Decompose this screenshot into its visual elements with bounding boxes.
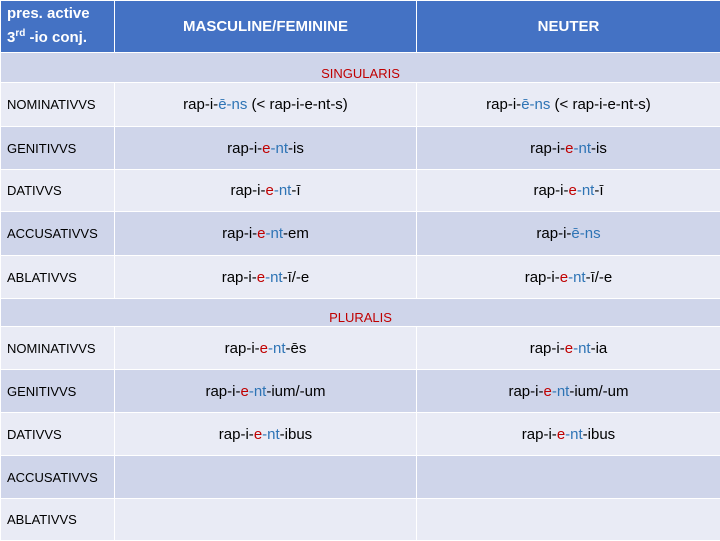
form-part-pre: rap-i- — [486, 96, 521, 113]
case-label: ABLATIVVS — [1, 499, 115, 541]
form-part-end: -nt — [249, 383, 267, 400]
plural-rows — [1, 327, 720, 541]
form-part-post: -ī/-e — [586, 269, 613, 286]
form-part-stem: e — [565, 340, 573, 357]
form-part-end: ē-ns — [218, 96, 247, 113]
form-part-post: -ibus — [583, 426, 616, 443]
form-part-pre: rap-i- — [183, 96, 218, 113]
form-part-end: -nt — [265, 269, 283, 286]
table-title — [1, 1, 115, 53]
form-masc-fem — [115, 456, 417, 499]
form-part-post: -is — [591, 140, 607, 157]
form-part-post: -ī/-e — [283, 269, 310, 286]
form-part-post: -ēs — [286, 340, 307, 357]
form-neuter — [417, 370, 720, 413]
form-neuter — [417, 499, 720, 541]
form-masc-fem — [115, 413, 417, 456]
case-label: NOMINATIVVS — [1, 83, 115, 127]
form-part-post: -is — [288, 140, 304, 157]
title-ordinal: rd — [15, 28, 25, 39]
title-suffix: -io conj. — [25, 29, 87, 46]
form-masc-fem — [115, 327, 417, 370]
case-label: DATIVVS — [1, 170, 115, 212]
table-row — [1, 127, 720, 170]
case-label: GENITIVVS — [1, 370, 115, 413]
form-masc-fem — [115, 83, 417, 127]
form-part-end: -nt — [268, 340, 286, 357]
form-part-end: -nt — [552, 383, 570, 400]
form-part-pre: rap-i- — [530, 140, 565, 157]
form-part-post: -ium/-um — [266, 383, 325, 400]
form-part-end: -nt — [266, 225, 284, 242]
form-part-pre: rap-i- — [530, 340, 565, 357]
form-part-post: -ī — [594, 182, 603, 199]
form-part-end: -nt — [271, 140, 289, 157]
form-part-post: (< rap-i-e-nt-s) — [247, 96, 347, 113]
title-line-2 — [7, 24, 114, 48]
table-row — [1, 327, 720, 370]
form-part-stem: e — [254, 426, 262, 443]
singular-section-row — [1, 53, 720, 83]
form-neuter — [417, 413, 720, 456]
form-part-post: -ia — [591, 340, 608, 357]
form-part-pre: rap-i- — [508, 383, 543, 400]
table-row — [1, 83, 720, 127]
table-row — [1, 456, 720, 499]
table-row — [1, 212, 720, 256]
form-neuter — [417, 170, 720, 212]
form-part-pre: rap-i- — [222, 269, 257, 286]
form-part-end: -nt — [577, 182, 595, 199]
form-part-stem: e — [262, 140, 270, 157]
form-masc-fem — [115, 212, 417, 256]
form-part-end: -nt — [274, 182, 292, 199]
form-part-pre: rap-i- — [525, 269, 560, 286]
form-neuter — [417, 83, 720, 127]
form-part-post: -ī — [291, 182, 300, 199]
form-part-end: -nt — [573, 340, 591, 357]
form-part-end: -nt — [568, 269, 586, 286]
form-neuter — [417, 256, 720, 299]
form-neuter — [417, 127, 720, 170]
case-label: ACCUSATIVVS — [1, 212, 115, 256]
plural-section-row — [1, 299, 720, 327]
title-number: 3 — [7, 29, 15, 46]
table-row — [1, 170, 720, 212]
form-part-pre: rap-i- — [533, 182, 568, 199]
form-part-pre: rap-i- — [219, 426, 254, 443]
form-part-pre: rap-i- — [227, 140, 262, 157]
title-line-1: pres. active — [7, 4, 114, 24]
table-row — [1, 256, 720, 299]
form-part-pre: rap-i- — [536, 225, 571, 242]
form-part-stem: e — [257, 269, 265, 286]
plural-label: PLURALIS — [1, 299, 720, 327]
table-row — [1, 370, 720, 413]
table-row — [1, 413, 720, 456]
case-label: ACCUSATIVVS — [1, 456, 115, 499]
form-part-post: -ibus — [280, 426, 313, 443]
singular-label: SINGULARIS — [1, 53, 720, 83]
form-part-pre: rap-i- — [522, 426, 557, 443]
form-masc-fem — [115, 256, 417, 299]
form-masc-fem — [115, 127, 417, 170]
form-neuter — [417, 327, 720, 370]
form-neuter — [417, 212, 720, 256]
case-label: GENITIVVS — [1, 127, 115, 170]
header-row — [1, 1, 720, 53]
form-part-stem: e — [568, 182, 576, 199]
form-part-stem: e — [557, 426, 565, 443]
form-part-end: ē-ns — [571, 225, 600, 242]
form-part-end: -nt — [574, 140, 592, 157]
form-part-end: -nt — [262, 426, 280, 443]
form-part-end: -nt — [565, 426, 583, 443]
case-label: DATIVVS — [1, 413, 115, 456]
form-part-post: -ium/-um — [569, 383, 628, 400]
form-part-stem: e — [265, 182, 273, 199]
form-part-stem: e — [565, 140, 573, 157]
form-part-stem: e — [240, 383, 248, 400]
form-part-stem: e — [257, 225, 265, 242]
form-masc-fem — [115, 170, 417, 212]
form-neuter — [417, 456, 720, 499]
form-part-stem: e — [260, 340, 268, 357]
header-neuter: NEUTER — [417, 1, 720, 53]
case-label: ABLATIVVS — [1, 256, 115, 299]
singular-rows — [1, 83, 720, 299]
form-part-pre: rap-i- — [205, 383, 240, 400]
table-row — [1, 499, 720, 541]
form-part-post: -em — [283, 225, 309, 242]
form-part-stem: e — [560, 269, 568, 286]
form-part-end: ē-ns — [521, 96, 550, 113]
form-part-stem: e — [543, 383, 551, 400]
form-part-pre: rap-i- — [225, 340, 260, 357]
form-part-pre: rap-i- — [222, 225, 257, 242]
form-part-post: (< rap-i-e-nt-s) — [550, 96, 650, 113]
header-masc-fem: MASCULINE/FEMININE — [115, 1, 417, 53]
form-part-pre: rap-i- — [230, 182, 265, 199]
form-masc-fem — [115, 499, 417, 541]
case-label: NOMINATIVVS — [1, 327, 115, 370]
form-masc-fem — [115, 370, 417, 413]
